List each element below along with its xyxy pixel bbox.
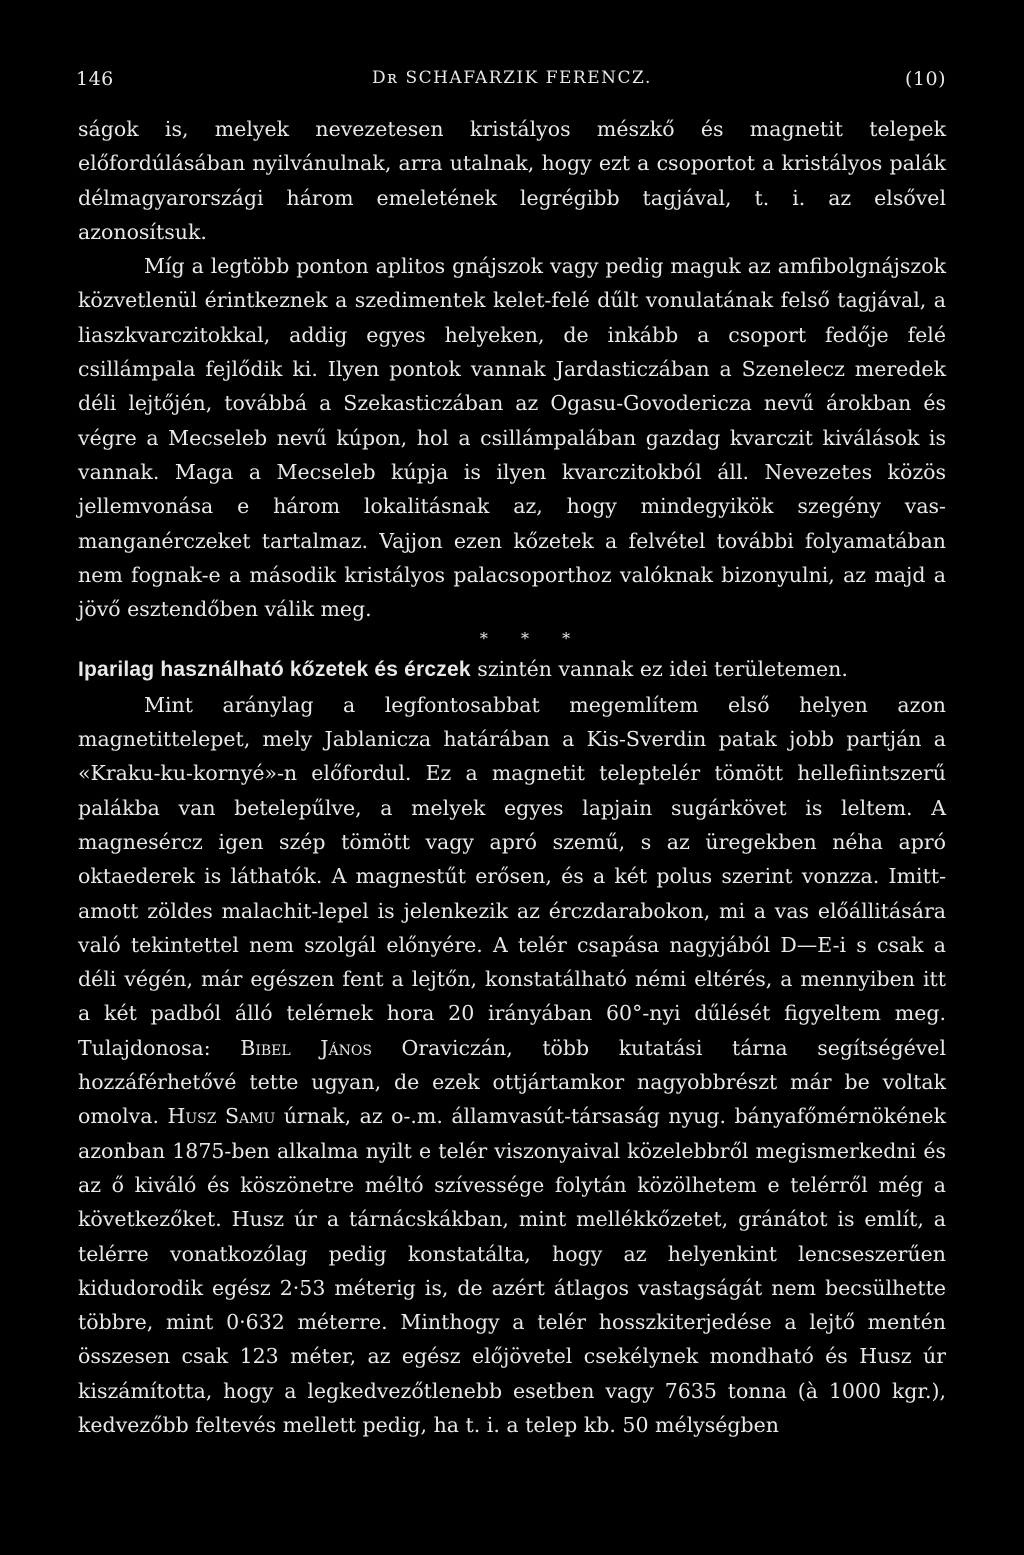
page-number: 146 <box>76 68 114 90</box>
running-head-author: Dʀ SCHAFARZIK FERENCZ. <box>372 68 652 88</box>
magnetite-text-b: Oraviczán, több kutatási tárna segítségével hozzáférhetővé tette ugyan, de ezek ottjártamkor nagyobbrészt már be voltak omolva. <box>78 1035 946 1129</box>
section-heading-continuation: szintén vannak ez idei területemen. <box>470 657 848 682</box>
body-text <box>78 112 946 1442</box>
running-head <box>78 68 946 104</box>
sheet-number: (10) <box>904 68 946 90</box>
paragraph-mica-schist: Míg a legtöbb ponton aplitos gnájszok vagy pedig maguk az amfibolgnájszok közvetlenül érintkeznek a szedimentek kelet-felé dűlt vonulatának felső tagjával, a liaszkvarczitokkal, addig egyes helyeken, de inkább a csoport fedője felé csillámpala fejlődik ki. Ilyen pontok vannak Jardasticzában a Szenelecz meredek déli lejtőjén, továbbá a Szekasticzában az Ogasu-Govodericza nevű árokban és végre a Mecseleb nevű kúpon, hol a csillámpalában gazdag kvarczit kiválások is vannak. Maga a Mecseleb kúpja is ilyen kvarczitokból áll. Nevezetes közös jellemvonása e három lokalitásnak az, hogy mindegyikök szegény vas-manganérczeket tartalmaz. Vajjon ezen kőzetek a felvétel további folyamatában nem fognak-e a második kristályos palacsoporthoz valóknak bizonyulni, az majd a jövő esztendőben válik meg. <box>78 254 946 622</box>
paragraph-continued: ságok is, melyek nevezetesen kristályos mészkő és magnetit telepek előfordúlásában nyilvánulnak, arra utalnak, hogy ezt a csoportot a kristályos palák délmagyarországi három emeletének legrégibb tagjával, t. i. az elsővel azonosítsuk. <box>78 117 946 244</box>
owner-name: Bibel János <box>240 1035 372 1060</box>
section-separator: * * * <box>479 629 585 649</box>
section-heading: Iparilag használható kőzetek és érczek <box>78 658 471 682</box>
magnetite-text-a: Mint aránylag a legfontosabbat megemlítem első helyen azon magnetittelepet, mely Jablanicza határában a Kis-Sverdin patak jobb partján a «Kraku-ku-kornyé»-n előfordul. Ez a magnetit teleptelér tömött hellefiintszerű palákba van betelepűlve, a melyek egyes lapjain sugárkövet is leltem. A magnesércz igen szép tömött vagy apró szemű, s az üregekben néha apró oktaederek is láthatók. A magnestűt erősen, és a két polus szerint vonzza. Imitt-amott zöldes malachit-lepel is jelenkezik az érczdarabokon, mi a vas előállitására való tekintettel nem szolgál előnyére. A telér csapása nagyjából D—E-i s csak a déli végén, már egészen fent a lejtőn, konstatálható némi eltérés, a mennyiben itt a két padból álló telérnek hora 20 irányában 60°-nyi dűlését figyeltem meg. Tulajdonosa: <box>78 692 946 1060</box>
paragraph-industrial-rocks <box>78 652 946 687</box>
paragraph-magnetite <box>78 688 946 1443</box>
engineer-name: Husz Samu <box>167 1104 276 1129</box>
magnetite-text-c: úrnak, az o-.m. államvasút-társaság nyug. bányafőmérnökének azonban 1875-ben alkalma nyilt e telér viszonyaival közelebbről megismerkedni és az ő kiváló és köszönetre méltó szívessége folytán közölhetem e telérről még a következőket. Husz úr a tárnácskákban, mint mellékkőzetet, gránátot is említ, a telérre vonatkozólag pedig konstatálta, hogy az helyenkint lencseszerűen kidudorodik egész 2·53 méterig is, de azért átlagos vastagságát nem becsülhette többre, mint 0·632 méterre. Minthogy a telér hosszkiterjedése a lejtő mentén összesen csak 123 méter, az egész előjövetel csekélynek mondható és Husz úr kiszámította, hogy a legkedvezőtlenebb esetben vagy 7635 tonna (à 1000 kgr.), kedvezőbb feltevés mellett pedig, ha t. i. a telep kb. 50 mélységben <box>78 1104 946 1437</box>
